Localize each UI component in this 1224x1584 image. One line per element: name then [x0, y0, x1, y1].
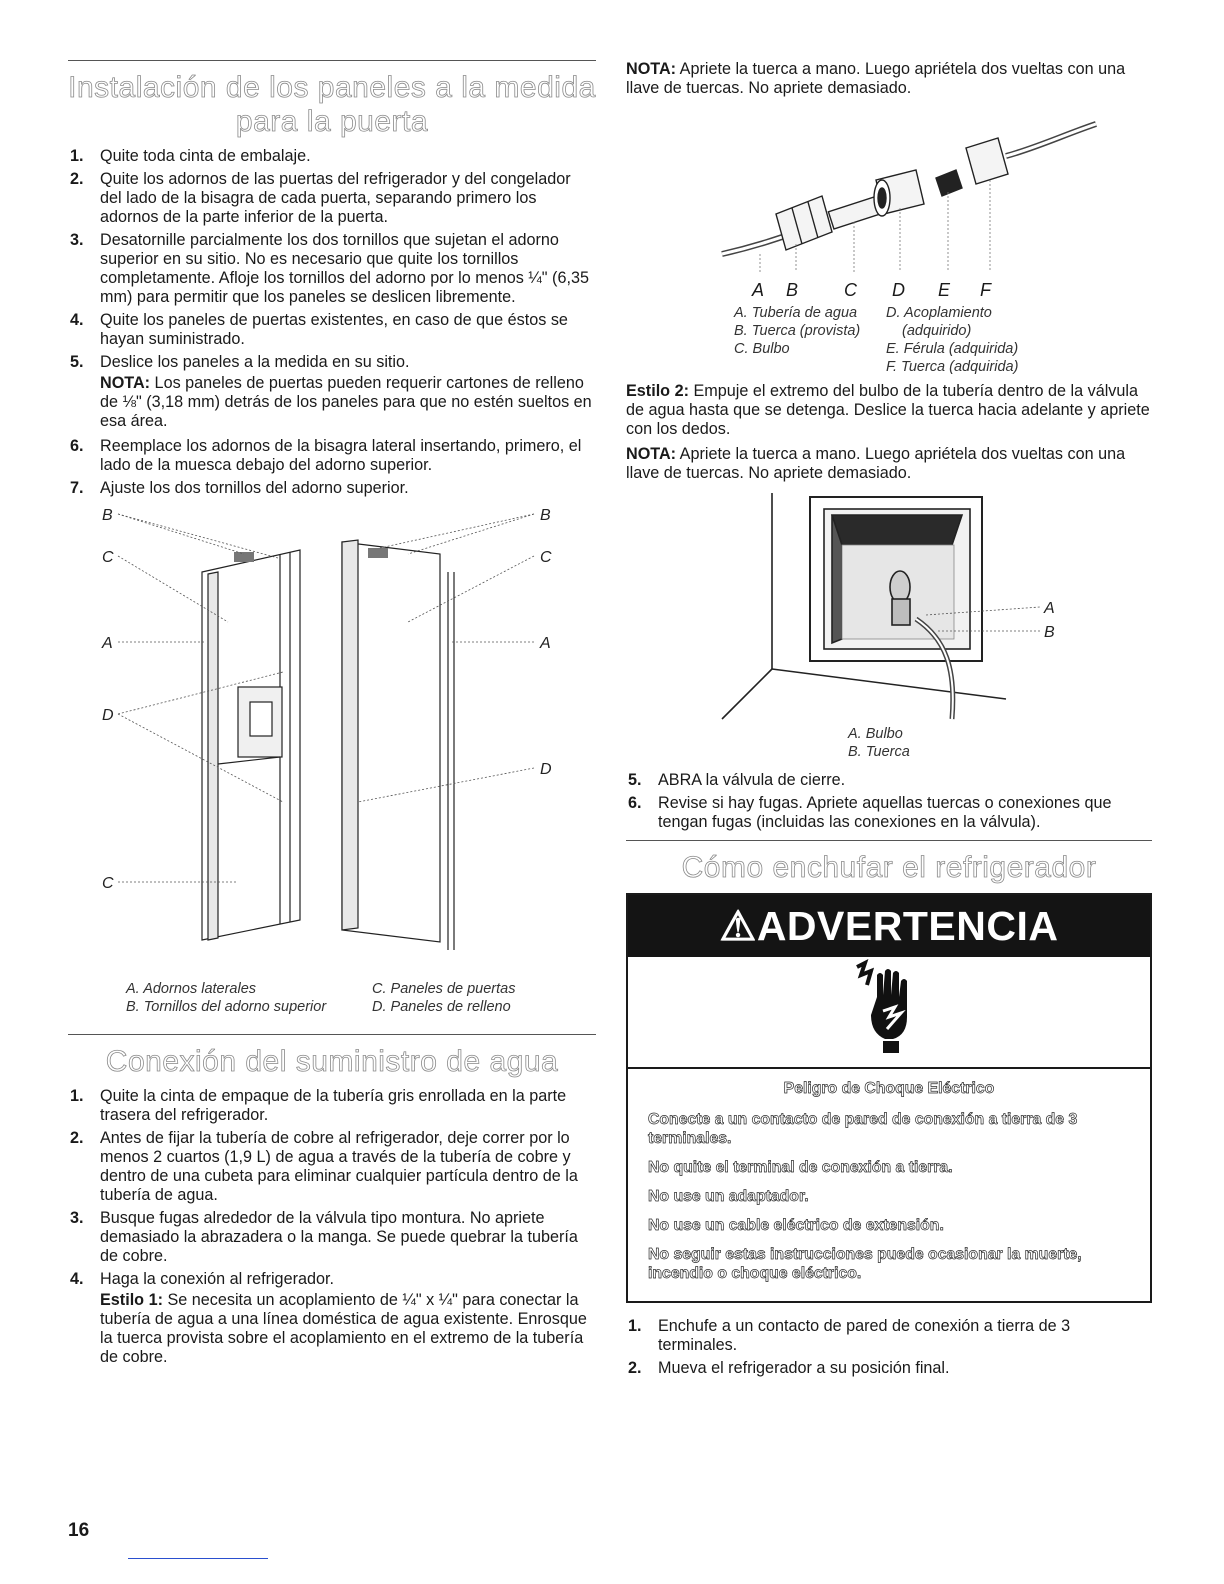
caption-b: B. Tuerca (provista): [734, 323, 861, 339]
list-item: 7. Ajuste los dos tornillos del adorno superior.: [70, 479, 409, 497]
section-divider: [68, 1034, 596, 1035]
list-item: 3. Busque fugas alrededor de la válvula tipo montura. No apriete demasiado la abrazadera o la manga. Se puede quebrar la tubería de cobre.: [70, 1209, 578, 1265]
caption-d: D. Paneles de relleno: [372, 999, 511, 1015]
page-number: 16: [68, 1520, 90, 1541]
note-paragraph: NOTA: Apriete la tuerca a mano. Luego apriétela dos vueltas con una llave de tuercas. No apriete demasiado.: [626, 60, 1126, 97]
caption-d-sub: (adquirido): [902, 323, 972, 339]
fitting-captions: [626, 304, 1152, 376]
panel-steps: [68, 147, 596, 498]
label-c-bottom: C: [102, 875, 114, 892]
fitting-figure: [626, 104, 1152, 280]
list-item: 5. ABRA la válvula de cierre.: [628, 771, 846, 789]
list-item: 1. Quite la cinta de empaque de la tubería gris enrollada en la parte trasera del refrigerador.: [70, 1087, 567, 1124]
letter-e: E: [938, 280, 951, 300]
list-item: 4. Quite los paneles de puertas existentes, en caso de que éstos se hayan suministrado.: [70, 311, 568, 348]
plug-steps: [626, 1317, 1152, 1378]
left-column: [68, 60, 596, 1373]
valve-letter-b: B: [1044, 624, 1055, 641]
style-2-paragraph: Estilo 2: Empuje el extremo del bulbo de la tubería dentro de la válvula de agua hasta que se detenga. Deslice la tuerca hacia adelante y apriete con los dedos.: [626, 382, 1150, 438]
caption-f: F. Tuerca (adquirida): [886, 359, 1019, 375]
list-item: 3. Desatornille parcialmente los dos tornillos que sujetan el adorno superior en su sitio. No es necesario que quite los tornillos completamente. Afloje los tornillos del adorno por lo menos ¼" (6,35 mm) para permitir que los paneles se deslicen libremente.: [70, 231, 589, 306]
list-item: 2. Antes de fijar la tubería de cobre al refrigerador, deje correr por lo menos 2 cuartos (1,9 L) de agua a través de la tubería de cobre y dentro de una cubeta para eliminar cualquier partícula dentro de la tubería de agua.: [70, 1129, 578, 1204]
caption-b: B. Tuerca: [848, 744, 910, 760]
caption-a: A. Bulbo: [848, 726, 903, 742]
warning-line: No seguir estas instrucciones puede ocasionar la muerte, incendio o choque eléctrico.: [648, 1246, 1082, 1282]
label-c-right: C: [540, 549, 552, 566]
label-d-left: D: [102, 707, 114, 724]
label-a-left: A: [102, 635, 113, 652]
warning-line: Conecte a un contacto de pared de conexión a tierra de 3 terminales.: [648, 1111, 1078, 1147]
right-column: [626, 58, 1152, 1382]
list-item: 2. Mueva el refrigerador a su posición final.: [628, 1359, 950, 1377]
letter-b: B: [786, 280, 799, 300]
section-title-line-2: para la puerta: [235, 105, 429, 138]
leak-steps: [626, 771, 1152, 832]
style-1-paragraph: Estilo 1: Se necesita un acoplamiento de ¼" x ¼" para conectar la tubería de agua a una línea doméstica de agua existente. Enrosque la tuerca provista sobre el acoplamiento en el extremo de la tubería de cobre.: [100, 1291, 587, 1366]
door-panel-figure: [68, 502, 596, 982]
list-item: 1. Enchufe a un contacto de pared de conexión a tierra de 3 terminales.: [628, 1317, 1071, 1354]
section-divider: [626, 840, 1152, 841]
fitting-letters: [626, 280, 1152, 300]
warning-triangle-icon: ⚠: [719, 903, 757, 949]
note-paragraph: NOTA: Apriete la tuerca a mano. Luego apriétela dos vueltas con una llave de tuercas. No apriete demasiado.: [626, 445, 1126, 482]
caption-b: B. Tornillos del adorno superior: [126, 999, 327, 1015]
warning-line: No use un adaptador.: [648, 1188, 809, 1205]
label-d-right: D: [540, 761, 552, 778]
caption-c: C. Bulbo: [734, 341, 790, 357]
letter-f: F: [980, 280, 991, 300]
list-item: 6. Revise si hay fugas. Apriete aquellas tuercas o conexiones que tengan fugas (incluidas las conexiones en la válvula).: [628, 794, 1112, 831]
valve-letter-a: A: [1044, 600, 1055, 617]
section-title-water: Conexión del suministro de agua: [105, 1045, 559, 1078]
section-title-panels: [68, 71, 596, 139]
label-a-right: A: [540, 635, 551, 652]
list-item: 1. Quite toda cinta de embalaje.: [70, 147, 311, 165]
panel-figure-captions: [68, 980, 596, 1016]
valve-captions: [626, 725, 1152, 761]
list-item: 4. Haga la conexión al refrigerador. Estilo 1: Se necesita un acoplamiento de ¼" x ¼" para conectar la tubería de agua a una línea doméstica de agua existente. Enrosque la tuerca provista sobre el acoplamiento en el extremo de la tubería de cobre.: [68, 1270, 596, 1367]
section-title-plug: Cómo enchufar el refrigerador: [681, 851, 1097, 884]
valve-box-figure: [626, 489, 1152, 721]
caption-c: C. Paneles de puertas: [372, 981, 516, 997]
list-item: 2. Quite los adornos de las puertas del refrigerador y del congelador del lado de la bisagra de cada puerta, separando primero los adornos de la parte inferior de la puerta.: [70, 170, 571, 226]
warning-header: ⚠ADVERTENCIA: [628, 895, 1150, 957]
warning-title: Peligro de Choque Eléctrico: [783, 1080, 995, 1097]
electric-shock-icon: [628, 957, 1150, 1069]
caption-e: E. Férula (adquirida): [886, 341, 1019, 357]
warning-line: No quite el terminal de conexión a tierra.: [648, 1159, 953, 1176]
warning-body: [628, 1069, 1150, 1301]
letter-c: C: [844, 280, 857, 300]
warning-line: No use un cable eléctrico de extensión.: [648, 1217, 944, 1234]
water-steps: [68, 1087, 596, 1367]
note-paragraph: NOTA: Los paneles de puertas pueden requerir cartones de relleno de ⅛" (3,18 mm) detrás de los paneles para que no estén sueltos en esa área.: [100, 374, 592, 430]
list-item: 5. Deslice los paneles a la medida en su sitio. NOTA: Los paneles de puertas pueden requerir cartones de relleno de ⅛" (3,18 mm) detrás de los paneles para que no estén sueltos en esa área.: [68, 353, 596, 431]
footer-link-rule: [128, 1558, 268, 1559]
label-c-left: C: [102, 549, 114, 566]
caption-a: A. Adornos laterales: [126, 981, 257, 997]
label-b-left: B: [102, 507, 113, 524]
warning-box: [626, 893, 1152, 1303]
letter-a: A: [752, 280, 765, 300]
section-title-line-1: Instalación de los paneles a la medida: [68, 71, 596, 104]
label-b-right: B: [540, 507, 551, 524]
section-divider: [68, 60, 596, 61]
caption-d: D. Acoplamiento: [886, 305, 992, 321]
letter-d: D: [892, 280, 905, 300]
caption-a: A. Tubería de agua: [734, 305, 858, 321]
list-item: 6. Reemplace los adornos de la bisagra lateral insertando, primero, el lado de la muesca debajo del adorno superior.: [70, 437, 582, 474]
